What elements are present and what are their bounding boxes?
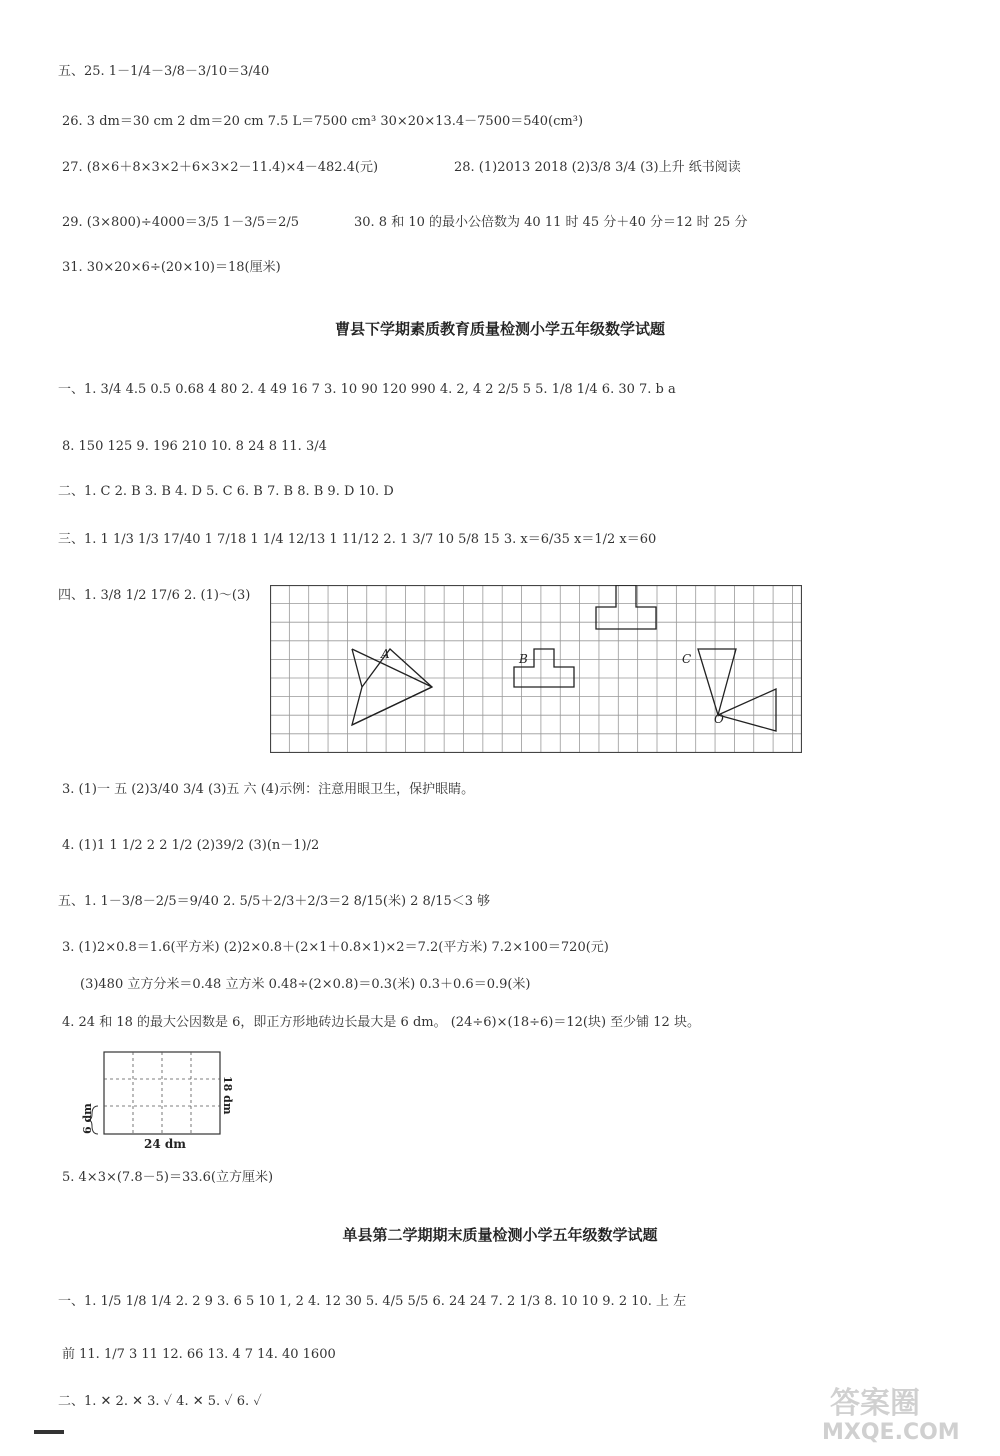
answer-line: 一、1. 3/4 4.5 0.5 0.68 4 80 2. 4 49 16 7 3. 10 90 120 990 4. 2, 4 2 2/5 5 5. 1/8 1/4 6. 30 7. b a — [58, 382, 676, 397]
answer-line: 五、25. 1－1/4－3/8－3/10＝3/40 — [58, 64, 270, 79]
answer-line: 29. (3×800)÷4000＝3/5 1－3/5＝2/5 — [62, 215, 300, 230]
answer-line: 4. (1)1 1 1/2 2 2 1/2 (2)39/2 (3)(n－1)/2 — [62, 838, 320, 853]
answer-line: 28. (1)2013 2018 (2)3/8 3/4 (3)上升 纸书阅读 — [454, 160, 741, 175]
answer-line: 4. 24 和 18 的最大公因数是 6，即正方形地砖边长最大是 6 dm。 (24÷6)×(18÷6)＝12(块) 至少铺 12 块。 — [62, 1015, 700, 1030]
watermark-logo: 答案圈 — [830, 1386, 920, 1421]
watermark-url: MXQE.COM — [822, 1420, 960, 1445]
answer-line: 30. 8 和 10 的最小公倍数为 40 11 时 45 分＋40 分＝12 时 25 分 — [354, 215, 748, 230]
answer-line: 31. 30×20×6÷(20×10)＝18(厘米) — [62, 260, 281, 275]
answer-line: 27. (8×6＋8×3×2＋6×3×2－11.4)×4－482.4(元) — [62, 160, 379, 175]
answer-line: 三、1. 1 1/3 1/3 17/40 1 7/18 1 1/4 12/13 1 11/12 2. 1 3/7 10 5/8 15 3. x＝6/35 x＝1/2 x＝60 — [58, 532, 657, 547]
answer-line: 前 11. 1/7 3 11 12. 66 13. 4 7 14. 40 1600 — [62, 1347, 336, 1362]
label-bottom: 24 dm — [144, 1137, 186, 1151]
label-b: B — [519, 652, 528, 666]
answer-line: 二、1. ✕ 2. ✕ 3. ✓ 4. ✕ 5. ✓ 6. ✓ — [58, 1394, 262, 1409]
label-right: 18 dm — [221, 1076, 234, 1115]
answer-line: 3. (1)一 五 (2)3/40 3/4 (3)五 六 (4)示例：注意用眼卫生，保护眼睛。 — [62, 782, 475, 797]
section-title: 单县第二学期期末质量检测小学五年级数学试题 — [342, 1226, 658, 1244]
tile-figure — [80, 1048, 250, 1158]
answer-line: 26. 3 dm＝30 cm 2 dm＝20 cm 7.5 L＝7500 cm³ 30×20×13.4－7500＝540(cm³) — [62, 114, 584, 129]
answer-line: 五、1. 1－3/8－2/5＝9/40 2. 5/5＋2/3＋2/3＝2 8/15(米) 2 8/15＜3 够 — [58, 894, 491, 909]
label-a: A — [381, 647, 390, 661]
label-o: O — [714, 712, 724, 726]
answer-line: 四、1. 3/8 1/2 17/6 2. (1)～(3) — [58, 588, 251, 603]
answer-line: 5. 4×3×(7.8－5)＝33.6(立方厘米) — [62, 1170, 274, 1185]
label-left: 6 dm — [81, 1103, 94, 1134]
grid-figure — [270, 585, 802, 757]
answer-line: 一、1. 1/5 1/8 1/4 2. 2 9 3. 6 5 10 1, 2 4. 12 30 5. 4/5 5/5 6. 24 24 7. 2 1/3 8. 10 10 9. 2 10. 上 左 — [58, 1294, 687, 1309]
answer-line: 二、1. C 2. B 3. B 4. D 5. C 6. B 7. B 8. B 9. D 10. D — [58, 484, 394, 499]
answer-line: 8. 150 125 9. 196 210 10. 8 24 8 11. 3/4 — [62, 439, 327, 454]
page-bar — [34, 1430, 64, 1434]
section-title: 曹县下学期素质教育质量检测小学五年级数学试题 — [334, 320, 665, 338]
answer-line: 3. (1)2×0.8＝1.6(平方米) (2)2×0.8＋(2×1＋0.8×1)×2＝7.2(平方米) 7.2×100＝720(元) — [62, 940, 609, 955]
answer-line: (3)480 立方分米＝0.48 立方米 0.48÷(2×0.8)＝0.3(米) 0.3＋0.6＝0.9(米) — [80, 977, 531, 992]
label-c: C — [682, 652, 692, 666]
